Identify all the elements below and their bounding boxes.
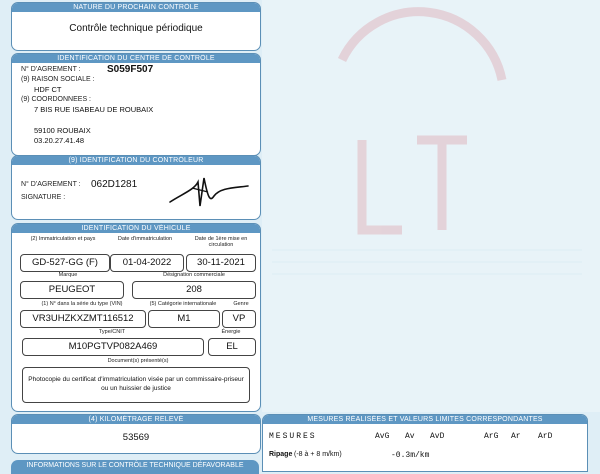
col-ar: Ar (511, 432, 521, 441)
date-immat-label: Date d'immatriculation (117, 236, 173, 242)
signature-label: SIGNATURE : (21, 194, 66, 201)
col-avg: AvG (375, 432, 390, 441)
designation-field: 208 (132, 281, 256, 299)
phone-number: 03.20.27.41.48 (34, 136, 85, 145)
documents-label: Document(s) présenté(s) (107, 358, 169, 364)
type-label: Type/CNIT (98, 329, 126, 335)
raison-sociale-label: (9) RAISON SOCIALE : (21, 76, 95, 83)
type-field: M10PGTVP082A469 (22, 338, 204, 356)
controleur-header: (9) IDENTIFICATION DU CONTRÔLEUR (12, 156, 260, 165)
genre-field: VP (222, 310, 256, 328)
raison-sociale-value: HDF CT (34, 85, 62, 94)
controleur-agrement-label: N° D'AGREMENT : (21, 181, 81, 188)
documents-field: Photocopie du certificat d'immatriculation visée par un commissaire-priseur ou un huissier de justice (22, 367, 250, 403)
centre-header: IDENTIFICATION DU CENTRE DE CONTRÔLE (12, 54, 260, 63)
watermark-logo (262, 0, 600, 412)
marque-field: PEUGEOT (20, 281, 124, 299)
vehicule-header: IDENTIFICATION DU VÉHICULE (12, 224, 260, 233)
date-immat-field: 01-04-2022 (110, 254, 184, 272)
nature-header: NATURE DU PROCHAIN CONTRÔLE (12, 3, 260, 12)
watermark-panel (262, 0, 600, 412)
energie-field: EL (208, 338, 256, 356)
marque-label: Marque (58, 272, 78, 278)
date-first-label: Date de 1ère mise en circulation (194, 236, 248, 248)
mesures-col-label: MESURES (269, 432, 317, 441)
nature-value: Contrôle technique périodique (69, 23, 203, 34)
vehicule-section (11, 223, 261, 412)
address-line2: 59100 ROUBAIX (34, 126, 91, 135)
informations-section (11, 460, 259, 474)
vin-field: VR3UHZKXZMT116512 (20, 310, 146, 328)
ripage-value: -0.3m/km (391, 451, 430, 460)
signature-image (162, 168, 252, 213)
categorie-field: M1 (148, 310, 220, 328)
date-first-field: 30-11-2021 (186, 254, 256, 272)
mesures-section (262, 414, 588, 472)
centre-agrement-value: S059F507 (107, 64, 154, 75)
centre-agrement-label: N° D'AGREMENT : (21, 66, 81, 73)
col-ard: ArD (538, 432, 553, 441)
controleur-agrement-value: 062D1281 (91, 179, 138, 190)
col-av: Av (405, 432, 415, 441)
vin-label: (1) N° dans la série du type (VIN) (41, 301, 123, 307)
immat-field: GD-527-GG (F) (20, 254, 110, 272)
kilometrage-value: 53569 (122, 432, 150, 443)
col-arg: ArG (484, 432, 499, 441)
kilometrage-section (11, 414, 261, 454)
informations-header: INFORMATIONS SUR LE CONTRÔLE TECHNIQUE DÉFAVORABLE (26, 462, 244, 469)
coordonnees-label: (9) COORDONNEES : (21, 96, 92, 103)
designation-label: Désignation commerciale (163, 272, 225, 278)
energie-label: Énergie (221, 329, 241, 335)
ripage-limit: (-8 à + 8 m/km) (294, 451, 342, 458)
categorie-label: (5) Catégorie internationale (149, 301, 217, 307)
controleur-section (11, 155, 261, 220)
col-avd: AvD (430, 432, 445, 441)
ripage-label: Ripage (269, 451, 293, 458)
genre-label: Genre (233, 301, 249, 307)
nature-section (11, 2, 261, 51)
kilometrage-header: (4) KILOMÉTRAGE RELEVÉ (12, 415, 260, 424)
address-line1: 7 BIS RUE ISABEAU DE ROUBAIX (34, 105, 154, 114)
centre-section (11, 53, 261, 156)
mesures-header: MESURES RÉALISÉES ET VALEURS LIMITES CORRESPONDANTES (263, 415, 587, 424)
immat-label: (2) Immatriculation et pays (30, 236, 96, 242)
